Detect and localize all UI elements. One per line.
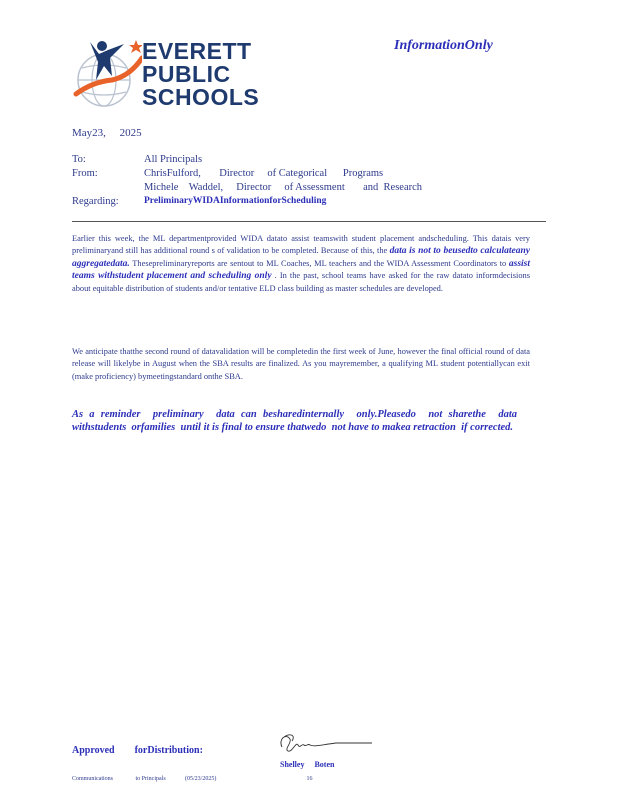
approved-for-distribution-label: Approved forDistribution: [72, 745, 203, 756]
para1-emphasis-2: assist teams withstudent placement and scheduling only [72, 258, 530, 282]
logo-line-1: EVERETT [142, 38, 252, 64]
footer-date: (05/23/2025) [185, 776, 217, 782]
from-label: From: [72, 168, 98, 179]
to-value: All Principals [144, 154, 203, 165]
signer-name: Shelley Boten [280, 760, 335, 769]
body-paragraph-1 [72, 233, 530, 295]
district-emblem-icon [72, 36, 142, 110]
para1-text-1: Earlier this week, the ML departmentprovided WIDA datato assist teamswith student placement andscheduling. This datais very preliminaryand still has additional round s of validation to be completed. Because of this, the [72, 234, 530, 256]
header-divider [72, 221, 546, 222]
body-paragraph-2: We anticipate thatthe second round of datavalidation will be completedin the first week of June, however the final official round of data release will likelybe in August when the SBA results are finalized. As you mayremember, a qualifying ML student potentiallycan exit (make proficiency) bymeetingstandard onthe SBA. [72, 347, 530, 381]
page-footer [72, 776, 332, 782]
memo-date: May23, 2025 [72, 127, 142, 139]
para1-emphasis-1: data is not to beusedto calculateany aggregatedata. [72, 246, 530, 269]
to-label: To: [72, 154, 86, 165]
from-value-2: Michele Waddel, Director of Assessment and Research [144, 182, 423, 193]
reminder-paragraph: As a reminder preliminary data can besharedinternally only.Pleasedo not sharethe data withstudents orfamilies until it is final to ensure thatwedo not have to makea retraction if corrected. [72, 409, 520, 433]
page-number: 16 [306, 776, 313, 782]
para1-text-2: Thesepreliminaryreports are sentout to ML Coaches, ML teachers and the WIDA Assessment Coordinators to [129, 258, 509, 268]
regarding-value: PreliminaryWIDAInformationforScheduling [144, 196, 327, 206]
regarding-label: Regarding: [72, 196, 119, 207]
district-name [142, 40, 259, 109]
para1-text-3: . In the past, school teams have asked for the raw datato informdecisions about equitable distribution of students and/or tentative ELD class building as master schedules are developed. [72, 271, 530, 293]
signature-image [276, 731, 374, 757]
footer-to-principals: to Principals [135, 776, 166, 782]
from-value-1: ChrisFulford, Director of Categorical Programs [144, 168, 384, 179]
district-logo [72, 36, 260, 110]
logo-line-3: SCHOOLS [142, 84, 260, 110]
footer-communications: Communications [72, 776, 113, 782]
information-only-label: InformationOnly [394, 38, 493, 53]
logo-line-2: PUBLIC [142, 61, 231, 87]
